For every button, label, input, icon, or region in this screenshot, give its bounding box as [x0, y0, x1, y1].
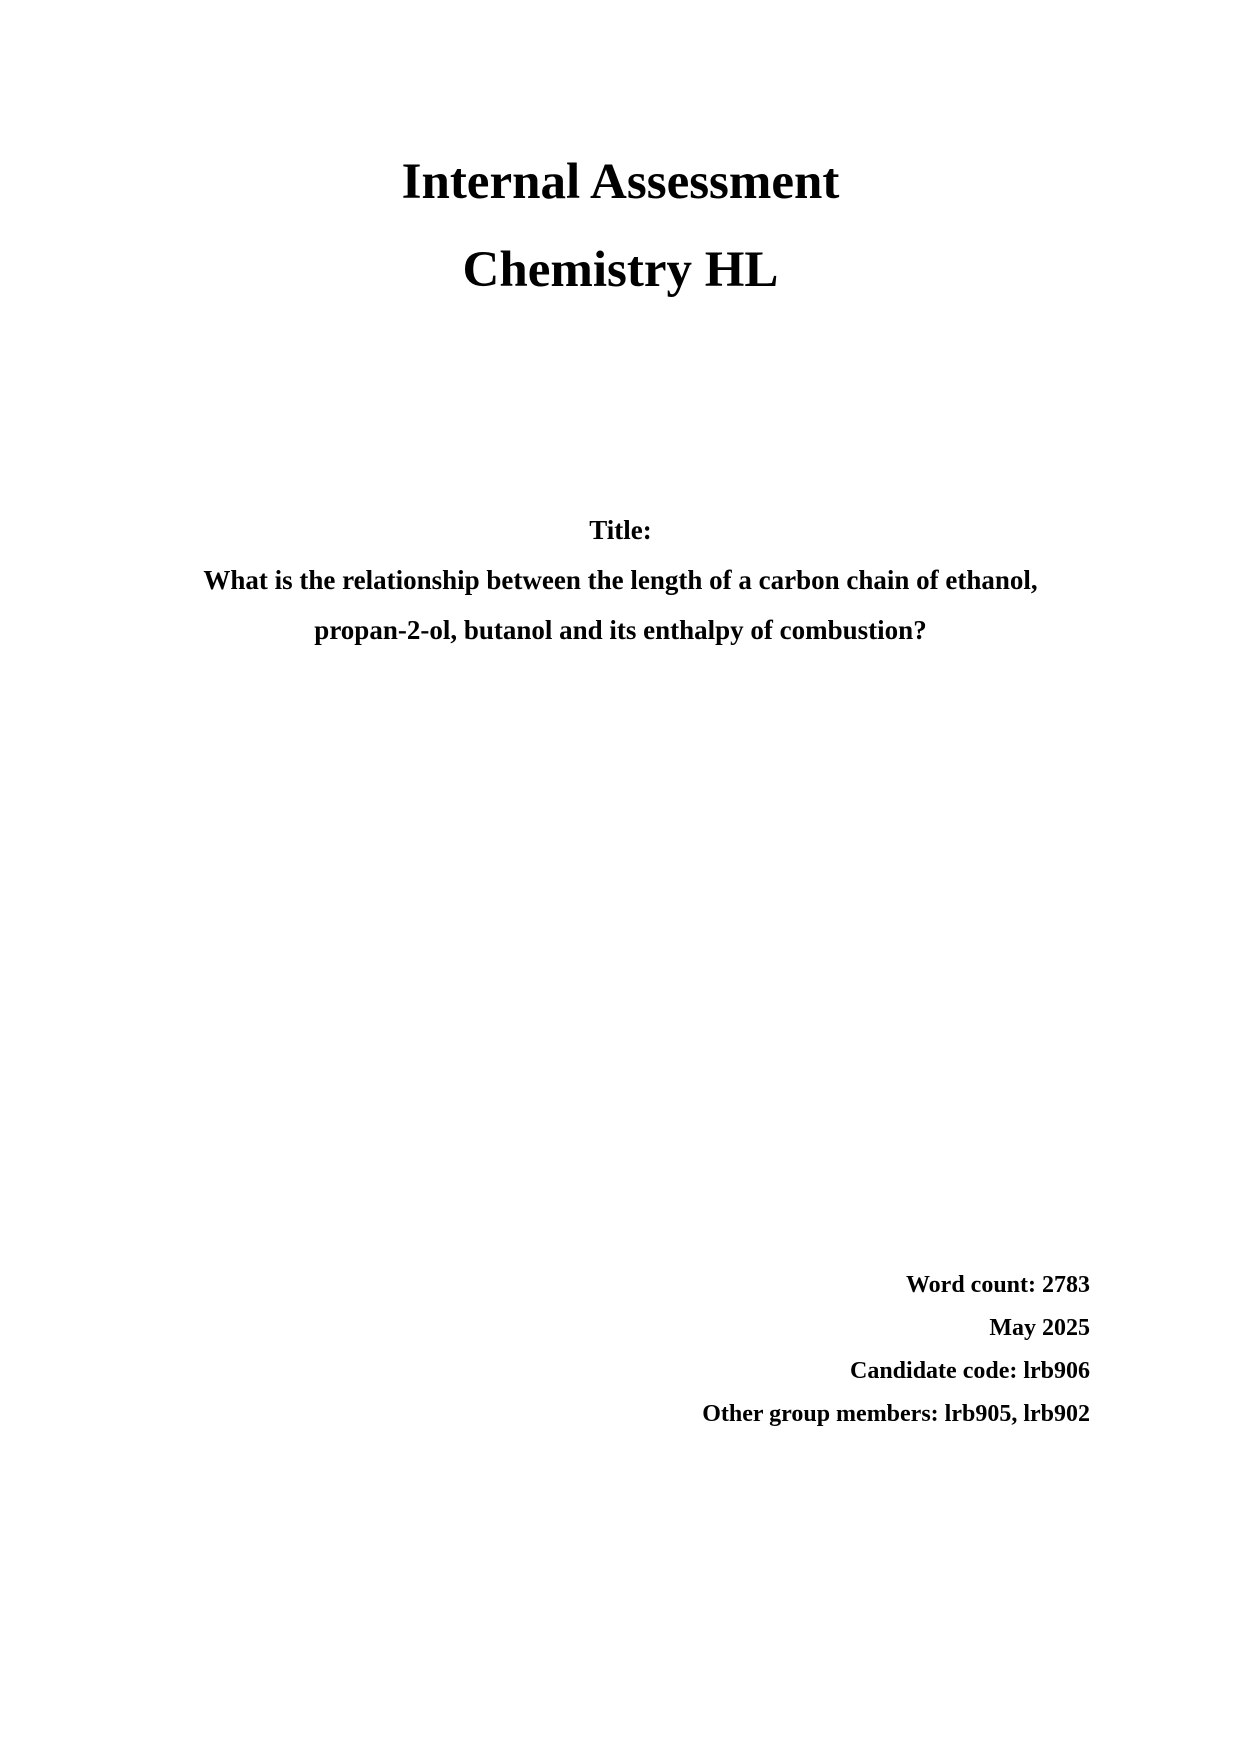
research-question-line-1: What is the relationship between the length of a carbon chain of ethanol, — [203, 565, 1038, 595]
candidate-code: Candidate code: lrb906 — [850, 1358, 1090, 1384]
submission-date: May 2025 — [989, 1315, 1090, 1341]
word-count: Word count: 2783 — [905, 1272, 1090, 1298]
title-block — [0, 505, 1241, 655]
heading-subject: Chemistry HL — [462, 242, 779, 298]
group-members: Other group members: lrb905, lrb902 — [702, 1401, 1090, 1427]
document-meta — [702, 1264, 1090, 1436]
title-label: Title: — [589, 515, 652, 545]
heading-internal-assessment: Internal Assessment — [401, 154, 840, 210]
research-question-line-2: propan-2-ol, butanol and its enthalpy of combustion? — [314, 615, 927, 645]
